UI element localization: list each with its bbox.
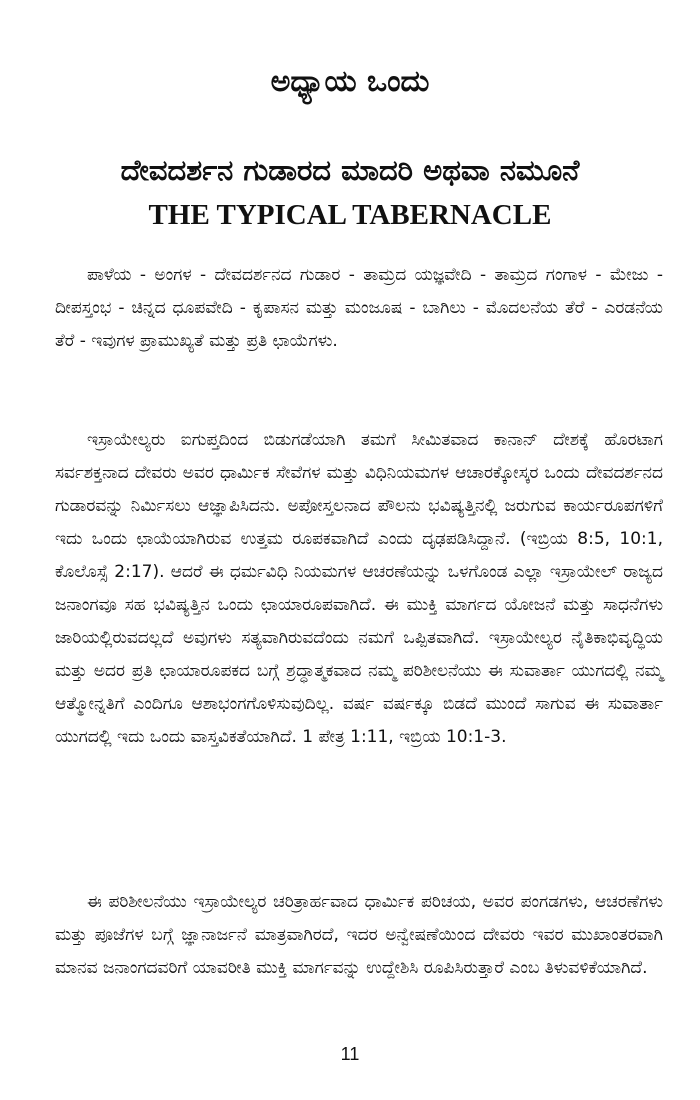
chapter-heading: ಅಧ್ಯಾಯ ಒಂದು [270, 64, 430, 99]
page-number: 11 [340, 1044, 360, 1064]
body-paragraph-1: ಇಸ್ರಾಯೇಲ್ಯರು ಐಗುಪ್ತದಿಂದ ಬಿಡುಗಡೆಯಾಗಿ ತಮಗೆ ಸೀಮಿತವಾದ ಕಾನಾನ್ ದೇಶಕ್ಕೆ ಹೊರಟಾಗ ಸರ್ವಶಕ್ತನಾದ ದೇವರು ಅವರ ಧಾರ್ಮಿಕ ಸೇವೆಗಳ ಮತ್ತು ವಿಧಿನಿಯಮಗಳ ಆಚಾರಕ್ಕೋಸ್ಕರ ಒಂದು ದೇವದರ್ಶನದ ಗುಡಾರವನ್ನು ನಿರ್ಮಿಸಲು ಆಜ್ಞಾಪಿಸಿದನು. ಅಪೋಸ್ತಲನಾದ ಪೌಲನು ಭವಿಷ್ಯತ್ತಿನಲ್ಲಿ ಜರುಗುವ ಕಾರ್ಯರೂಪಗಳಿಗೆ ಇದು ಒಂದು ಛಾಯೆಯಾಗಿರುವ ಉತ್ತಮ ರೂಪಕವಾಗಿದೆ ಎಂದು ದೃಢಪಡಿಸಿದ್ದಾನೆ. (ಇಬ್ರಿಯ 8:5, 10:1, ಕೊಲೊಸ್ಸೆ 2:17). ಆದರೆ ಈ ಧರ್ಮವಿಧಿ ನಿಯಮಗಳ ಆಚರಣೆಯನ್ನು ಒಳಗೊಂಡ ಎಲ್ಲಾ ಇಸ್ರಾಯೇಲ್ ರಾಜ್ಯದ ಜನಾಂಗವೂ ಸಹ ಭವಿಷ್ಯತ್ತಿನ ಒಂದು ಛಾಯಾರೂಪವಾಗಿದೆ. ಈ ಮುಕ್ತಿ ಮಾರ್ಗದ ಯೋಜನೆ ಮತ್ತು ಸಾಧನೆಗಳು ಜಾರಿಯಲ್ಲಿರುವದಲ್ಲದೆ ಅವುಗಳು ಸತ್ಯವಾಗಿರುವದೆಂದು ನಮಗೆ ಒಪ್ಪಿತವಾಗಿದೆ. ಇಸ್ರಾಯೇಲ್ಯರ ನೈತಿಕಾಭಿವೃದ್ಧಿಯ ಮತ್ತು ಅದರ ಪ್ರತಿ ಛಾಯಾರೂಪಕದ ಬಗ್ಗೆ ಶ್ರದ್ಧಾತ್ಮಕವಾದ ನಮ್ಮ ಪರಿಶೀಲನೆಯು ಈ ಸುವಾರ್ತಾ ಯುಗದಲ್ಲಿ ನಮ್ಮ ಆತ್ಮೋನ್ನತಿಗೆ ಎಂದಿಗೂ ಆಶಾಭಂಗಗೊಳಿಸುವುದಿಲ್ಲ. ವರ್ಷ ವರ್ಷಕ್ಕೂ ಬಿಡದೆ ಮುಂದೆ ಸಾಗುವ ಈ ಸುವಾರ್ತಾ ಯುಗದಲ್ಲಿ ಇದು ಒಂದು ವಾಸ್ತವಿಕತೆಯಾಗಿದೆ. 1 ಪೇತ್ರ 1:11, ಇಬ್ರಿಯ 10:1-3. [55, 430, 663, 747]
chapter-title-kannada: ದೇವದರ್ಶನ ಗುಡಾರದ ಮಾದರಿ ಅಥವಾ ನಮೂನೆ [120, 153, 580, 187]
chapter-title-english: THE TYPICAL TABERNACLE [148, 199, 552, 231]
body-paragraph-2: ಈ ಪರಿಶೀಲನೆಯು ಇಸ್ರಾಯೇಲ್ಯರ ಚರಿತ್ರಾರ್ಹವಾದ ಧಾರ್ಮಿಕ ಪರಿಚಯ, ಅವರ ಪಂಗಡಗಳು, ಆಚರಣೆಗಳು ಮತ್ತು ಪೂಜೆಗಳ ಬಗ್ಗೆ ಜ್ಞಾನಾರ್ಜನೆ ಮಾತ್ರವಾಗಿರದೆ, ಇದರ ಅನ್ವೇಷಣೆಯಿಂದ ದೇವರು ಇವರ ಮುಖಾಂತರವಾಗಿ ಮಾನವ ಜನಾಂಗದವರಿಗೆ ಯಾವರೀತಿ ಮುಕ್ತಿ ಮಾರ್ಗವನ್ನು ಉದ್ದೇಶಿಸಿ ರೂಪಿಸಿರುತ್ತಾರೆ ಎಂಬ ತಿಳುವಳಿಕೆಯಾಗಿದೆ. [55, 892, 663, 978]
intro-paragraph: ಪಾಳೆಯ - ಅಂಗಳ - ದೇವದರ್ಶನದ ಗುಡಾರ - ತಾಮ್ರದ ಯಜ್ಞವೇದಿ - ತಾಮ್ರದ ಗಂಗಾಳ - ಮೇಜು - ದೀಪಸ್ತಂಭ - ಚಿನ್ನದ ಧೂಪವೇದಿ - ಕೃಪಾಸನ ಮತ್ತು ಮಂಜೂಷ - ಬಾಗಿಲು - ಮೊದಲನೆಯ ತೆರೆ - ಎರಡನೆಯ ತೆರೆ - ಇವುಗಳ ಪ್ರಾಮುಖ್ಯತೆ ಮತ್ತು ಪ್ರತಿ ಛಾಯೆಗಳು. [55, 265, 663, 351]
